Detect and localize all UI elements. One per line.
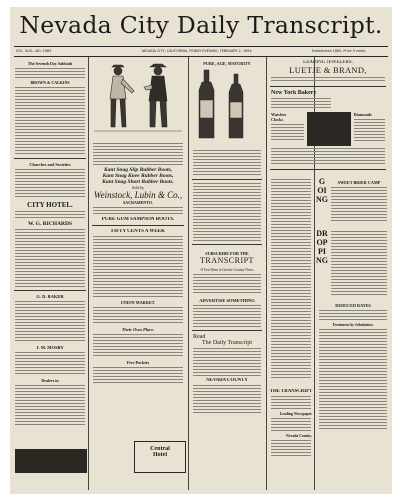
dateline-volume: VOL. XLVI—NO. 1965	[16, 49, 52, 53]
column-2	[90, 57, 186, 490]
text-block	[319, 310, 387, 320]
city-hotel-heading: CITY HOTEL.	[27, 201, 73, 209]
watches-label: Watches	[271, 112, 287, 117]
text-block	[15, 68, 85, 78]
column-1	[12, 57, 88, 490]
union-market: UNION MARKET.	[120, 300, 156, 305]
column-5	[316, 177, 390, 490]
transcript-heading: TRANSCRIPT	[200, 256, 254, 265]
boots-line-1: Kant Snag Slip Rubber Boots,	[103, 167, 172, 173]
new-york-bakery: New York Bakery	[271, 90, 317, 96]
text-block	[93, 207, 183, 215]
subscribe-heading: SUBSCRIBE FOR THE	[205, 251, 249, 256]
luetje-brand-heading: LUETJE & BRAND,	[289, 65, 367, 75]
jewelry-left	[271, 112, 304, 146]
text-block	[271, 396, 311, 410]
text-block	[193, 348, 261, 376]
text-block	[271, 124, 304, 140]
text-block	[271, 418, 311, 432]
churches-heading: Churches and Societies	[29, 162, 71, 167]
text-block	[193, 305, 261, 327]
advertise-heading: ADVERTISE SOMETHING	[199, 298, 255, 303]
jewelry-right	[354, 112, 385, 146]
text-block	[193, 150, 261, 176]
mosby-heading: J. M. MOSBY	[36, 345, 64, 350]
sold-by: Sold by	[131, 185, 145, 190]
divider	[14, 290, 86, 291]
text-block	[15, 385, 85, 425]
fifty-cents-heading: FIFTY CENTS A WEEK	[111, 229, 165, 234]
going-camp-row	[316, 177, 390, 225]
going-vertical: GOING	[316, 177, 328, 204]
nevada-county-heading: NEVADA COUNTY	[206, 378, 248, 383]
central-hotel-ad	[134, 441, 186, 473]
text-block	[193, 183, 261, 241]
text-block	[93, 236, 183, 298]
seventh-day-ad: The Seventh Day Sabbath	[27, 61, 73, 66]
column-rule	[88, 57, 89, 490]
camp-text	[328, 177, 390, 225]
daily-transcript-heading: The Daily Transcript	[202, 340, 252, 346]
jewelry-ad-row	[268, 112, 388, 146]
sweet-brier-camp: SWEET BRIER CAMP	[337, 180, 381, 185]
two-miners-illustration	[90, 57, 186, 137]
nevada-county-label: Nevada County.	[286, 434, 312, 438]
text-block	[271, 98, 331, 110]
dark-ad-block	[15, 449, 87, 473]
text-block	[331, 187, 387, 223]
text-block	[93, 367, 183, 385]
column-rule	[266, 57, 267, 490]
the-transcript: THE TRANSCRIPT	[269, 389, 313, 394]
inhalation-heading: Treatment by Inhalation.	[332, 322, 374, 327]
own-place: Their Own Place.	[121, 327, 155, 332]
text-block	[15, 211, 85, 219]
divider	[192, 244, 262, 245]
five-pockets: Five Pockets	[126, 360, 150, 365]
divider	[270, 86, 386, 87]
text-block	[319, 329, 387, 429]
newspaper-page	[10, 7, 392, 494]
text-block	[15, 229, 85, 287]
text-block	[331, 231, 387, 297]
weinstock-heading: Weinstock, Lubin & Co.,	[93, 190, 183, 200]
reduced-rates: REDUCED RATES	[335, 303, 371, 308]
text-block	[271, 77, 385, 83]
read-label: Read	[193, 334, 206, 340]
central-label: Central	[150, 446, 170, 452]
county-news-line: If You Want to Get the County News	[200, 268, 254, 272]
boots-line-3: Kant Snag Short Rubber Boots.	[102, 179, 174, 185]
divider	[92, 225, 184, 226]
text-block	[271, 179, 311, 379]
dropping-vertical: DROPPING	[316, 229, 328, 265]
pure-age-heading: PURE, AGE, MATURITY	[203, 61, 251, 66]
text-block	[271, 148, 385, 166]
text-block	[193, 274, 261, 294]
leading-jewelers: LEADING JEWELERS.	[303, 60, 353, 65]
text-block	[271, 440, 311, 458]
text-block	[193, 385, 261, 413]
diamonds-label: Diamonds	[353, 112, 372, 117]
masthead-title: Nevada City Daily Transcript.	[19, 11, 383, 39]
leading-paper: Leading Newspaper	[279, 412, 312, 416]
dropping-row	[316, 229, 390, 299]
divider	[14, 158, 86, 159]
divider	[270, 169, 386, 170]
text-block	[15, 301, 85, 343]
brown-calkins-ad: BROWN & CALKINS	[30, 80, 70, 85]
text-block	[15, 352, 85, 376]
column-rule	[188, 57, 189, 490]
divider	[192, 179, 262, 180]
text-block	[93, 334, 183, 358]
whiskey-bottles-illustration	[190, 66, 264, 144]
boots-line-2: Kant Snag Knee Rubber Boots,	[102, 173, 174, 179]
column-4-lower	[268, 177, 314, 490]
text-block	[93, 143, 183, 165]
text-block	[354, 119, 385, 141]
dealers-heading: Dealers in	[41, 378, 59, 383]
text-block	[15, 169, 85, 199]
text-block	[93, 307, 183, 325]
sampson-boots: PURE GUM SAMPSON BOOTS.	[101, 217, 175, 222]
column-3	[190, 57, 264, 490]
dateline-date: NEVADA CITY, CALIFORNIA, FRIDAY EVENING, FEBRUARY 2, 1894	[142, 49, 252, 53]
richards-heading: W. G. RICHARDS	[27, 221, 73, 227]
hotel-label: Hotel	[153, 452, 167, 458]
text-block	[15, 87, 85, 155]
watch-advert-box	[307, 112, 350, 146]
dateline-bar	[14, 46, 388, 57]
sacramento-line: SACRAMENTO.	[123, 200, 153, 205]
dateline-price: Established 1860. Price 5 cents.	[312, 49, 367, 53]
divider	[192, 330, 262, 331]
baker-heading: G. D. BAKER	[36, 294, 64, 299]
clocks-label: Clocks	[271, 117, 284, 122]
